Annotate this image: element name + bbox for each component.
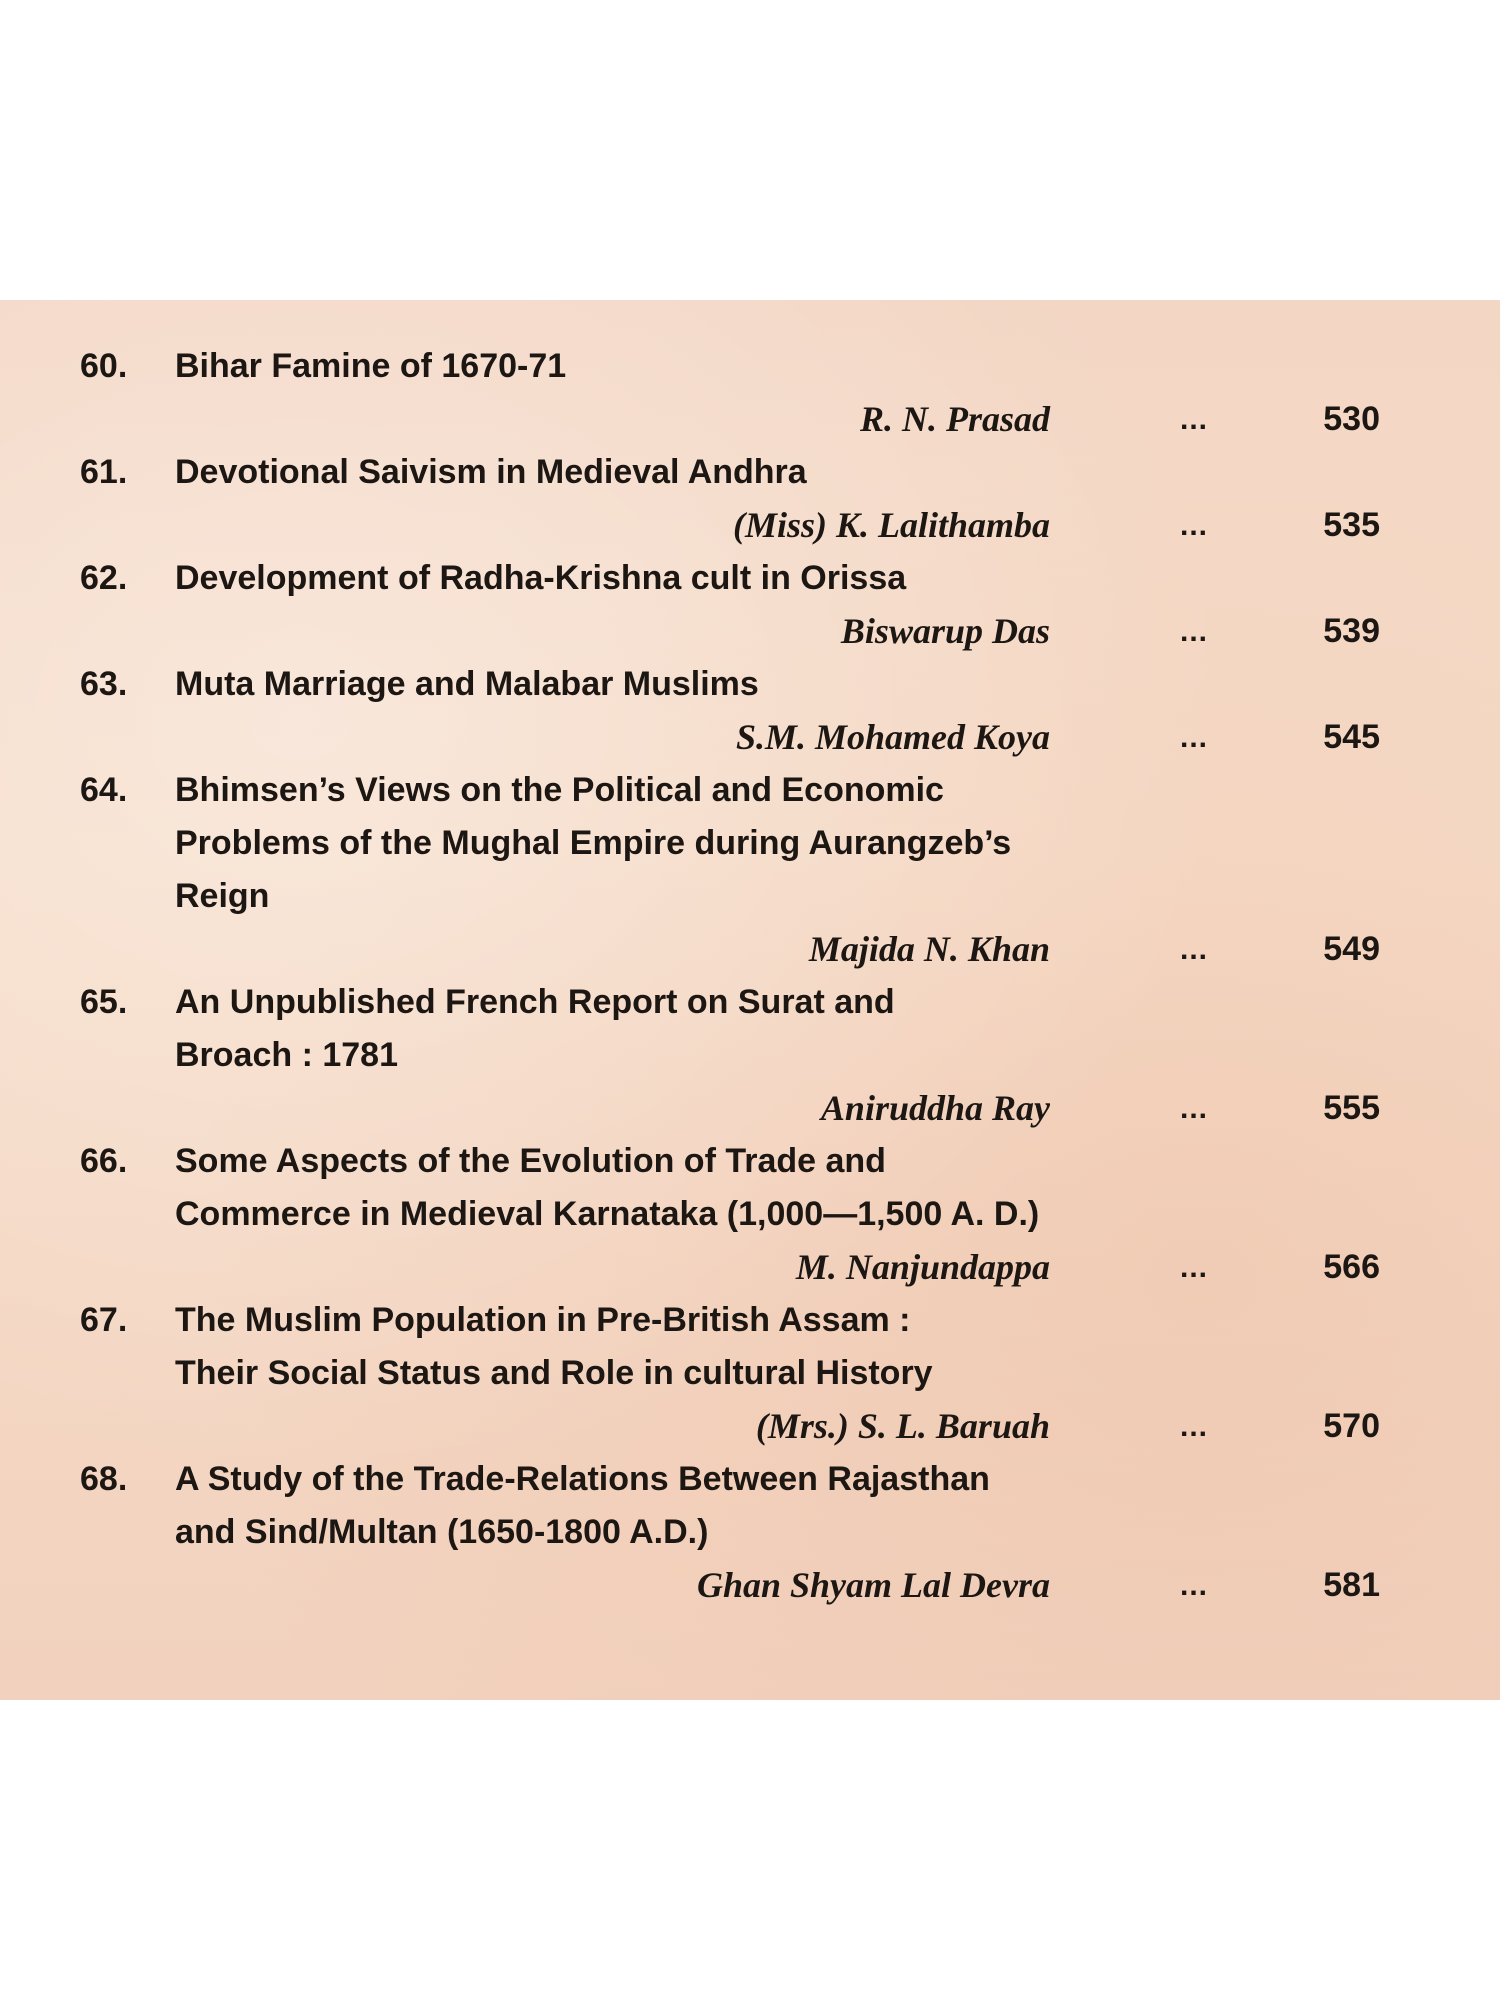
entry-page-number: 555 — [1323, 1089, 1380, 1127]
leader-dots: ... — [1180, 1410, 1209, 1443]
entry-number: 63. — [80, 665, 128, 703]
entry-number: 67. — [80, 1301, 128, 1339]
entry-title-block — [80, 1294, 1380, 1400]
entry-title-line: Reign — [175, 877, 270, 915]
leader-dots: ... — [1180, 509, 1209, 542]
entry-title — [175, 658, 1380, 711]
entry-title — [175, 1453, 1380, 1559]
entry-number: 66. — [80, 1142, 128, 1180]
entry-title-line: A Study of the Trade-Relations Between Rajasthan — [175, 1460, 990, 1498]
toc-entry — [80, 446, 1380, 552]
entry-author: S.M. Mohamed Koya — [735, 717, 1050, 757]
entry-author: Biswarup Das — [840, 611, 1050, 651]
leader-dots: ... — [1180, 1092, 1209, 1125]
entry-title-line: An Unpublished French Report on Surat and — [175, 983, 895, 1021]
entry-number: 61. — [80, 453, 128, 491]
leader-dots: ... — [1180, 933, 1209, 966]
toc-entry — [80, 976, 1380, 1135]
entry-author-line — [80, 923, 1380, 976]
entry-page-number: 545 — [1323, 718, 1380, 756]
entry-author-line — [80, 1559, 1380, 1612]
entry-title-line: Development of Radha-Krishna cult in Orissa — [175, 559, 907, 597]
leader-dots: ... — [1180, 403, 1209, 436]
entry-page-number: 549 — [1323, 930, 1380, 968]
toc-entry — [80, 658, 1380, 764]
entry-page-number: 566 — [1323, 1248, 1380, 1286]
entry-title-block — [80, 976, 1380, 1082]
entry-number: 60. — [80, 347, 128, 385]
entry-title — [175, 340, 1380, 393]
leader-dots: ... — [1180, 615, 1209, 648]
entry-title-line: Problems of the Mughal Empire during Aurangzeb’s — [175, 824, 1012, 862]
entry-title-line: and Sind/Multan (1650-1800 A.D.) — [175, 1513, 709, 1551]
entry-title — [175, 1294, 1380, 1400]
entry-title — [175, 976, 1380, 1082]
entry-author-line — [80, 711, 1380, 764]
entry-title-line: Commerce in Medieval Karnataka (1,000—1,500 A. D.) — [175, 1195, 1040, 1233]
entry-number: 65. — [80, 983, 128, 1021]
entry-title-block — [80, 658, 1380, 711]
entry-number: 64. — [80, 771, 128, 809]
entry-title-line: Muta Marriage and Malabar Muslims — [175, 665, 759, 703]
entry-title-block — [80, 1453, 1380, 1559]
leader-dots: ... — [1180, 721, 1209, 754]
entry-author-line — [80, 605, 1380, 658]
toc-entry — [80, 1453, 1380, 1612]
entry-title-block — [80, 1135, 1380, 1241]
toc-entry — [80, 552, 1380, 658]
entry-author: R. N. Prasad — [859, 399, 1050, 439]
leader-dots: ... — [1180, 1251, 1209, 1284]
entry-author: Aniruddha Ray — [820, 1088, 1050, 1128]
toc-entry — [80, 1294, 1380, 1453]
leader-dots: ... — [1180, 1569, 1209, 1602]
entry-title — [175, 552, 1380, 605]
toc-entry — [80, 340, 1380, 446]
entry-author-line — [80, 1241, 1380, 1294]
entry-page-number: 530 — [1323, 400, 1380, 438]
entry-title-line: Devotional Saivism in Medieval Andhra — [175, 453, 807, 491]
entry-title-block — [80, 340, 1380, 393]
entry-author-line — [80, 1082, 1380, 1135]
entry-author: Majida N. Khan — [808, 929, 1050, 969]
entry-author: Ghan Shyam Lal Devra — [696, 1565, 1050, 1605]
toc-entry — [80, 764, 1380, 976]
entry-page-number: 570 — [1323, 1407, 1380, 1445]
entry-page-number: 539 — [1323, 612, 1380, 650]
entry-page-number: 535 — [1323, 506, 1380, 544]
entry-number: 68. — [80, 1460, 128, 1498]
entry-page-number: 581 — [1323, 1566, 1380, 1604]
table-of-contents — [80, 340, 1380, 1612]
entry-title — [175, 764, 1380, 923]
entry-author: (Mrs.) S. L. Baruah — [755, 1406, 1050, 1446]
entry-title-line: Bhimsen’s Views on the Political and Economic — [175, 771, 944, 809]
entry-author: M. Nanjundappa — [795, 1247, 1050, 1287]
entry-author-line — [80, 1400, 1380, 1453]
entry-title — [175, 446, 1380, 499]
entry-title-line: Bihar Famine of 1670-71 — [175, 347, 567, 385]
toc-entry — [80, 1135, 1380, 1294]
entry-title — [175, 1135, 1380, 1241]
entry-title-line: Some Aspects of the Evolution of Trade and — [175, 1142, 886, 1180]
entry-title-block — [80, 446, 1380, 499]
scanned-page — [0, 300, 1500, 1700]
entry-author-line — [80, 499, 1380, 552]
entry-title-block — [80, 552, 1380, 605]
entry-title-line: The Muslim Population in Pre-British Assam : — [175, 1301, 911, 1339]
entry-title-block — [80, 764, 1380, 923]
entry-title-line: Their Social Status and Role in cultural History — [175, 1354, 933, 1392]
entry-author-line — [80, 393, 1380, 446]
entry-number: 62. — [80, 559, 128, 597]
entry-author: (Miss) K. Lalithamba — [732, 505, 1050, 545]
entry-title-line: Broach : 1781 — [175, 1036, 398, 1074]
